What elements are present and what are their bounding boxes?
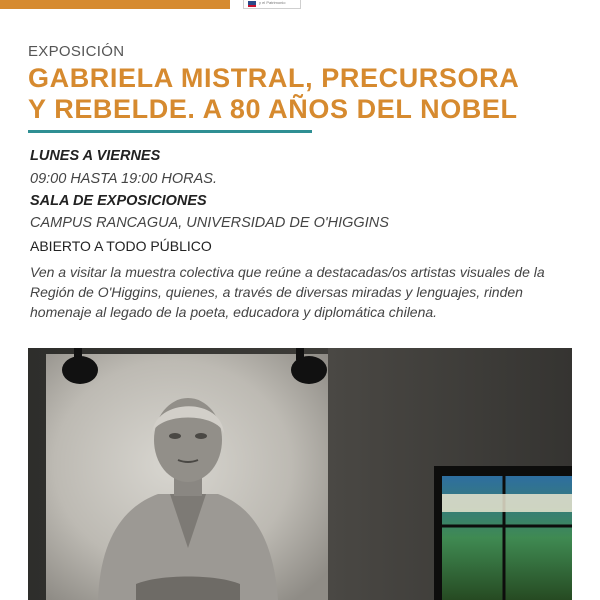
event-description: Ven a visitar la muestra colectiva que reúne a destacadas/os artistas visuales de la Región de O'Higgins, quienes, a través de diversas miradas y lenguajes, rinden homenaje al legado de la poeta, educadora y diplomática chilena. [30,264,545,320]
venue-location: CAMPUS RANCAGUA, UNIVERSIDAD DE O'HIGGINS [30,215,389,231]
institution-logo [243,0,301,9]
schedule-hours: 09:00 HASTA 19:00 HORAS. [30,171,217,187]
top-accent-bar [0,0,230,9]
logo-text: y el Patrimonio [259,0,286,5]
category-label: EXPOSICIÓN [28,43,125,60]
title-line-1: GABRIELA MISTRAL, PRECURSORA [28,63,520,93]
schedule-days: LUNES A VIERNES [30,148,161,164]
title-underline [28,130,312,133]
exhibition-photo [28,348,572,600]
title-line-2: Y REBELDE. A 80 AÑOS DEL NOBEL [28,94,518,124]
venue-name: SALA DE EXPOSICIONES [30,193,207,209]
access-note: ABIERTO A TODO PÚBLICO [30,238,212,254]
event-title [28,63,588,125]
flag-stripe-red [248,5,256,7]
